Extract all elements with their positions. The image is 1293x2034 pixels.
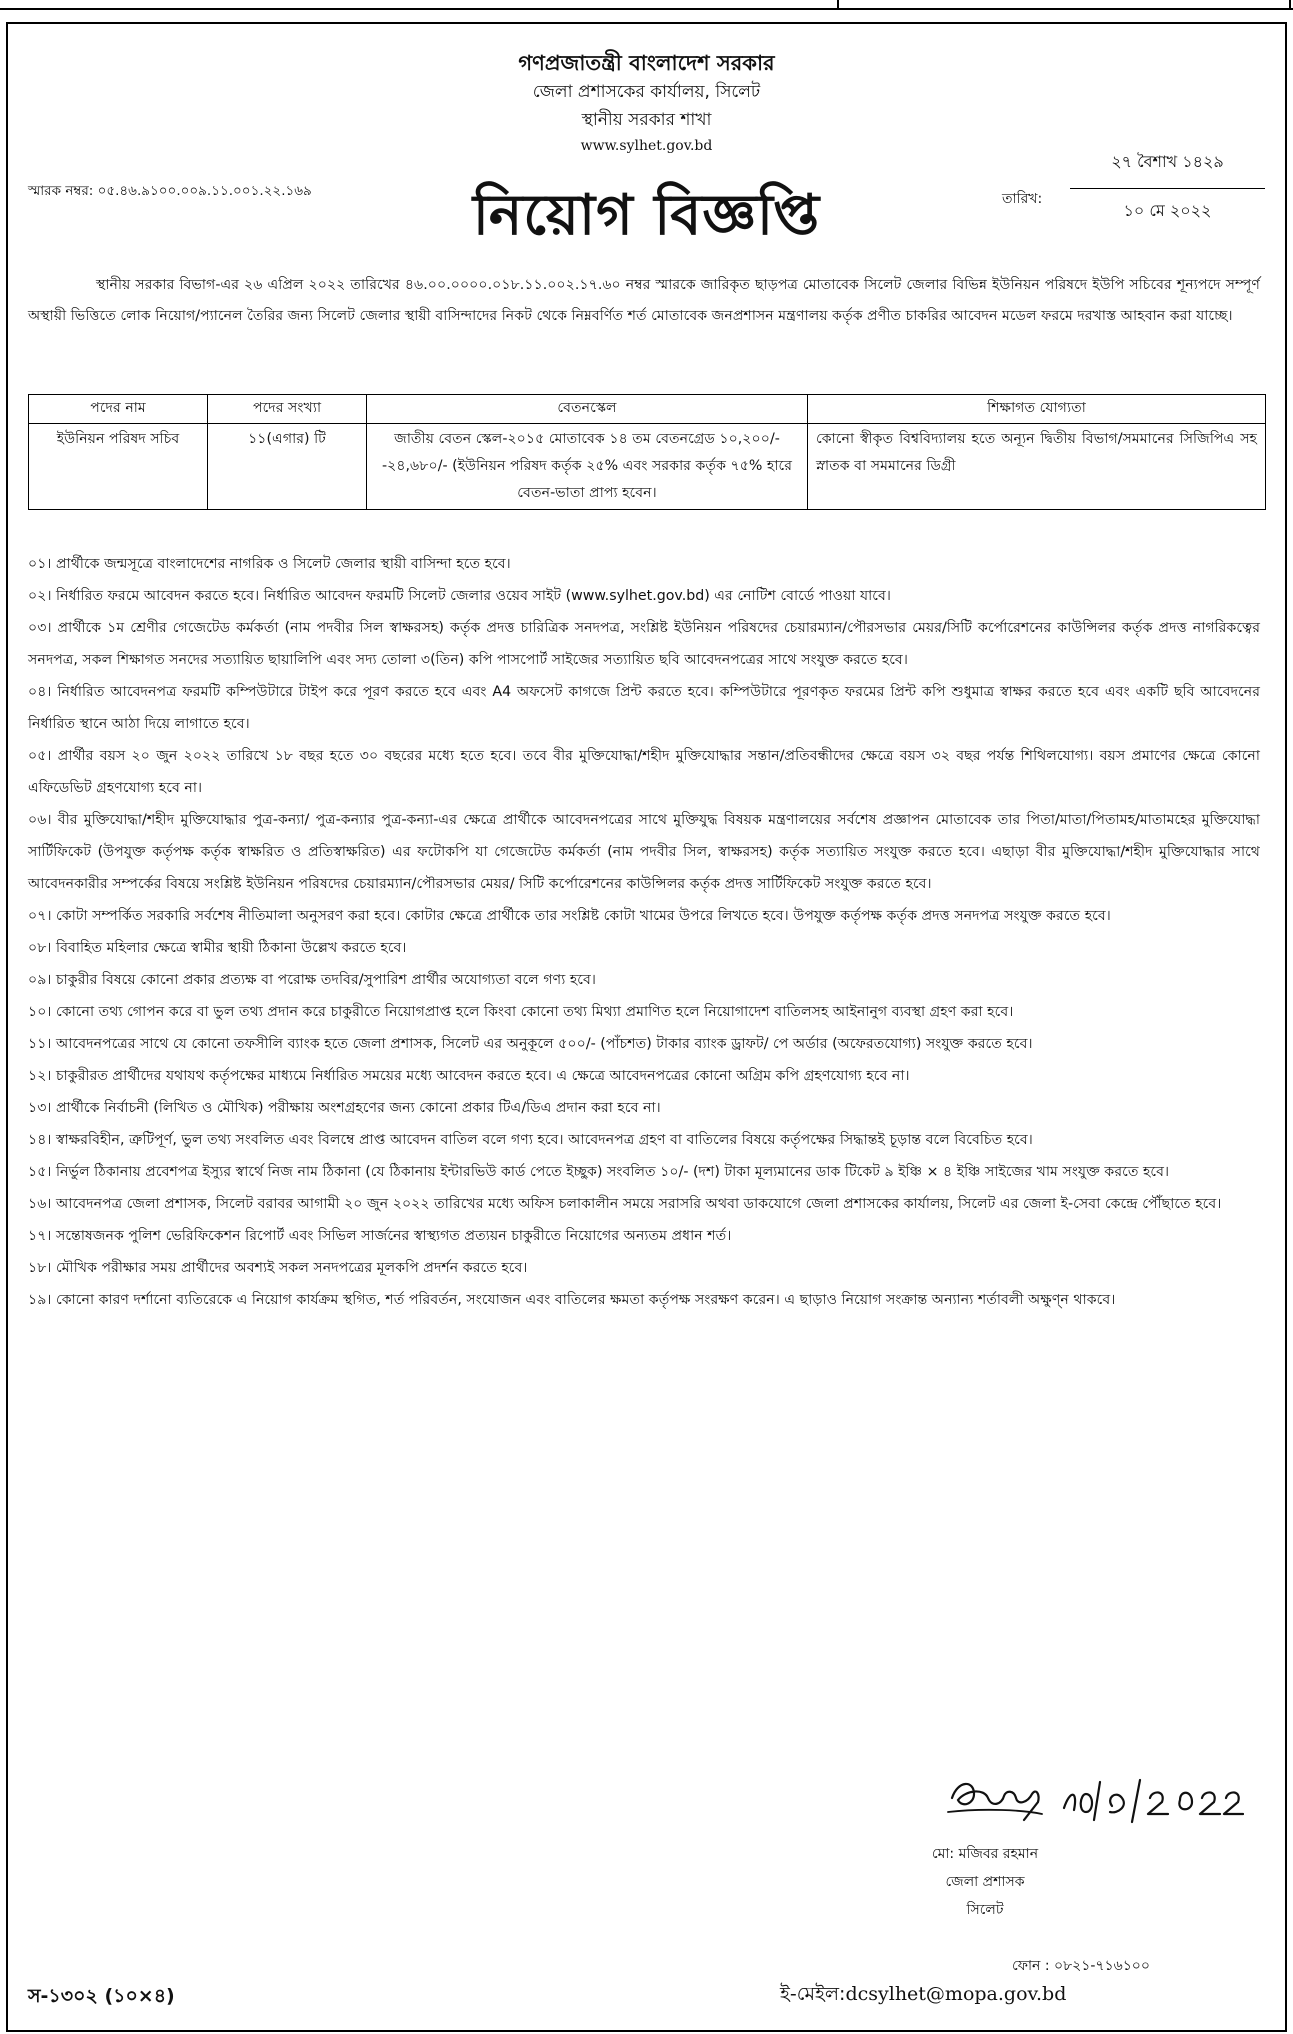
term-item: ১১। আবেদনপত্রের সাথে যে কোনো তফসীলি ব্যাংক হতে জেলা প্রশাসক, সিলেট এর অনুকূলে ৫০০/- (পাঁচশত) টাকার ব্যাংক ড্রাফট/ পে অর্ডার (অফেরতযোগ্য) সংযুক্ত করতে হবে। <box>28 1036 1033 1052</box>
email-label: ই-মেইল: <box>780 1983 846 2005</box>
term-item: ১৮। মৌখিক পরীক্ষার সময় প্রার্থীদের অবশ্যই সকল সনদপত্রের মূলকপি প্রদর্শন করতে হবে। <box>28 1260 528 1276</box>
memo-number: স্মারক নম্বর: ০৫.৪৬.৯১০০.০০৯.১১.০০১.২২.১৬৯ <box>28 183 312 199</box>
header-pay-scale: বেতনস্কেল <box>367 395 808 424</box>
cell-post-name: ইউনিয়ন পরিষদ সচিব <box>29 424 208 510</box>
top-bar <box>837 0 839 9</box>
top-tick <box>1289 0 1291 10</box>
term-item: ১২। চাকুরীরত প্রার্থীদের যথাযথ কর্তৃপক্ষের মাধ্যমে নির্ধারিত সময়ের মধ্যে আবেদন করতে হবে। এ ক্ষেত্রে আবেদনপত্রের কোনো অগ্রিম কপি গ্রহণযোগ্য হবে না। <box>28 1068 910 1084</box>
government-name: গণপ্রজাতন্ত্রী বাংলাদেশ সরকার <box>518 51 775 75</box>
term-item: ১৩। প্রার্থীকে নির্বাচনী (লিখিত ও মৌখিক) পরীক্ষায় অংশগ্রহণের জন্য কোনো প্রকার টিএ/ডিএ প্রদান করা হবে না। <box>28 1100 661 1116</box>
term-item: ০৫। প্রার্থীর বয়স ২০ জুন ২০২২ তারিখে ১৮ বছর হতে ৩০ বছরের মধ্যে হতে হবে। তবে বীর মুক্তিযোদ্ধা/শহীদ মুক্তিযোদ্ধার সন্তান/প্রতিবন্ধীদের ক্ষেত্রে বয়স ৩২ বছর পর্যন্ত শিথিলযোগ্য। বয়স প্রমাণের ক্ষেত্রে কোনো এফিডেভিট গ্রহণযোগ্য হবে না। <box>28 748 1260 796</box>
signatory-place: সিলেট <box>966 1902 1004 1918</box>
signatory-name: মো: মজিবর রহমান <box>931 1846 1039 1862</box>
table-header-row <box>29 395 1266 424</box>
table-row <box>29 424 1266 510</box>
term-item: ০১। প্রার্থীকে জন্মসূত্রে বাংলাদেশের নাগরিক ও সিলেট জেলার স্থায়ী বাসিন্দা হতে হবে। <box>28 556 511 572</box>
cell-pay-scale: জাতীয় বেতন স্কেল-২০১৫ মোতাবেক ১৪ তম বেতনগ্রেড ১০,২০০/--২৪,৬৮০/- (ইউনিয়ন পরিষদ কর্তৃক ২৫% এবং সরকার কর্তৃক ৭৫% হারে বেতন-ভাতা প্রাপ্য হবেন। <box>367 424 808 510</box>
terms-list <box>28 548 1260 1316</box>
cell-qualification: কোনো স্বীকৃত বিশ্ববিদ্যালয় হতে অন্যূন দ্বিতীয় বিভাগ/সমমানের সিজিপিএ সহ স্নাতক বা সমমানের ডিগ্রী <box>808 424 1266 510</box>
term-item: ১৬। আবেদনপত্র জেলা প্রশাসক, সিলেট বরাবর আগামী ২০ জুন ২০২২ তারিখের মধ্যে অফিস চলাকালীন সময়ে সরাসরি অথবা ডাকযোগে জেলা প্রশাসকের কার্যালয়, সিলেট এর জেলা ই-সেবা কেন্দ্রে পৌঁছাতে হবে। <box>28 1196 1222 1212</box>
letterhead <box>0 48 1293 158</box>
header-post-name: পদের নাম <box>29 395 208 424</box>
website: www.sylhet.gov.bd <box>580 138 713 154</box>
term-item: ০৪। নির্ধারিত আবেদনপত্র ফরমটি কম্পিউটারে টাইপ করে পূরণ করতে হবে এবং A4 অফসেট কাগজে প্রিন্ট করতে হবে। কম্পিউটারে পূরণকৃত ফরমের প্রিন্ট কপি শুধুমাত্র স্বাক্ষর করতে হবে এবং একটি ছবি আবেদনের নির্ধারিত স্থানে আঠা দিয়ে লাগাতে হবে। <box>28 684 1260 732</box>
post-table <box>28 394 1266 510</box>
term-item: ১৪। স্বাক্ষরবিহীন, ত্রুটিপূর্ণ, ভুল তথ্য সংবলিত এবং বিলম্বে প্রাপ্ত আবেদন বাতিল বলে গণ্য হবে। আবেদনপত্র গ্রহণ বা বাতিলের বিষয়ে কর্তৃপক্ষের সিদ্ধান্তই চূড়ান্ত বলে বিবেচিত হবে। <box>28 1132 1033 1148</box>
header-qualification: শিক্ষাগত যোগ্যতা <box>808 395 1266 424</box>
email-address[interactable]: dcsylhet@mopa.gov.bd <box>845 1983 1067 2005</box>
notice-title: নিয়োগ বিজ্ঞপ্তি <box>472 183 821 248</box>
term-item: ০৩। প্রার্থীকে ১ম শ্রেণীর গেজেটেড কর্মকর্তা (নাম পদবীর সিল স্বাক্ষরসহ) কর্তৃক প্রদত্ত চারিত্রিক সনদপত্র, সংশ্লিষ্ট ইউনিয়ন পরিষদের চেয়ারম্যান/পৌরসভার মেয়র/সিটি কর্পোরেশনের কাউন্সিলর কর্তৃক প্রদত্ত নাগরিকত্বের সনদপত্র, সকল শিক্ষাগত সনদের সত্যায়িত ছায়ালিপি এবং সদ্য তোলা ৩(তিন) কপি পাসপোর্ট সাইজের সত্যায়িত ছবি আবেদনপত্রের সাথে সংযুক্ত করতে হবে। <box>28 620 1260 668</box>
header-post-count: পদের সংখ্যা <box>208 395 367 424</box>
term-item: ০৯। চাকুরীর বিষয়ে কোনো প্রকার প্রত্যক্ষ বা পরোক্ষ তদবির/সুপারিশ প্রার্থীর অযোগ্যতা বলে গণ্য হবে। <box>28 972 596 988</box>
term-item: ১৯। কোনো কারণ দর্শানো ব্যতিরেকে এ নিয়োগ কার্যক্রম স্থগিত, শর্ত পরিবর্তন, সংযোজন এবং বাতিলের ক্ষমতা কর্তৃপক্ষ সংরক্ষণ করেন। এ ছাড়াও নিয়োগ সংক্রান্ত অন্যান্য শর্তাবলী অক্ষুণ্ন থাকবে। <box>28 1292 1116 1308</box>
term-item: ০৮। বিবাহিত মহিলার ক্ষেত্রে স্বামীর স্থায়ী ঠিকানা উল্লেখ করতে হবে। <box>28 940 407 956</box>
date-english: ১০ মে ২০২২ <box>1123 201 1212 220</box>
term-item: ০৭। কোটা সম্পর্কিত সরকারি সর্বশেষ নীতিমালা অনুসরণ করা হবে। কোটার ক্ষেত্রে প্রার্থীকে তার সংশ্লিষ্ট কোটা খামের উপরে লিখতে হবে। উপযুক্ত কর্তৃপক্ষ কর্তৃক প্রদত্ত সনদপত্র সংযুক্ত করতে হবে। <box>28 908 1111 924</box>
office-name: জেলা প্রশাসকের কার্যালয়, সিলেট <box>532 82 761 102</box>
term-item: ০৬। বীর মুক্তিযোদ্ধা/শহীদ মুক্তিযোদ্ধার পুত্র-কন্যা/ পুত্র-কন্যার পুত্র-কন্যা-এর ক্ষেত্রে প্রার্থীকে আবেদনপত্রের সাথে মুক্তিযুদ্ধ বিষয়ক মন্ত্রণালয়ের সর্বশেষ প্রজ্ঞাপন মোতাবেক তার পিতা/মাতা/পিতামহ/মাতামহের মুক্তিযোদ্ধা সার্টিফিকেট (উপযুক্ত কর্তৃপক্ষ কর্তৃক স্বাক্ষরিত ও প্রতিস্বাক্ষরিত) এর ফটোকপি যা গেজেটেড কর্মকর্তা (নাম পদবীর সিল, স্বাক্ষরসহ) কর্তৃক সত্যায়িত সংযুক্ত করতে হবে। এছাড়া বীর মুক্তিযোদ্ধা/শহীদ মুক্তিযোদ্ধার সাথে আবেদনকারীর সম্পর্কের বিষয়ে সংশ্লিষ্ট ইউনিয়ন পরিষদের চেয়ারম্যান/পৌরসভার মেয়র/ সিটি কর্পোরেশনের কাউন্সিলর কর্তৃক প্রদত্ত সার্টিফিকেট সংযুক্ত করতে হবে। <box>28 812 1260 892</box>
phone-number: ফোন : ০৮২১-৭১৬১০০ <box>1012 1958 1150 1974</box>
date-label: তারিখ: <box>1002 191 1043 207</box>
footer-code: স-১৩০২ (১০×৪) <box>28 1985 175 2007</box>
term-item: ১৫। নির্ভুল ঠিকানায় প্রবেশপত্র ইস্যুর স্বার্থে নিজ নাম ঠিকানা (যে ঠিকানায় ইন্টারভিউ কার্ড পেতে ইচ্ছুক) সংবলিত ১০/- (দশ) টাকা মূল্যমানের ডাক টিকেট ৯ ইঞ্চি × ৪ ইঞ্চি সাইজের খাম সংযুক্ত করতে হবে। <box>28 1164 1170 1180</box>
email-line <box>780 1980 1066 2012</box>
term-item: ১০। কোনো তথ্য গোপন করে বা ভুল তথ্য প্রদান করে চাকুরীতে নিয়োগপ্রাপ্ত হলে কিংবা কোনো তথ্য মিথ্যা প্রমাণিত হলে নিয়োগাদেশ বাতিলসহ আইনানুগ ব্যবস্থা গ্রহণ করা হবে। <box>28 1004 1014 1020</box>
top-rule <box>0 8 1293 10</box>
signatory-block <box>860 1840 1110 1924</box>
intro-paragraph: স্থানীয় সরকার বিভাগ-এর ২৬ এপ্রিল ২০২২ তারিখের ৪৬.০০.০০০০.০১৮.১১.০০২.১৭.৬০ নম্বর স্মারকে জারিকৃত ছাড়পত্র মোতাবেক সিলেট জেলার বিভিন্ন ইউনিয়ন পরিষদে ইউপি সচিবের শূন্যপদে সম্পূর্ণ অস্থায়ী ভিত্তিতে লোক নিয়োগ/প্যানেল তৈরির জন্য সিলেট জেলার স্থায়ী বাসিন্দাদের নিকট থেকে নিম্নবর্ণিত শর্ত মোতাবেক জনপ্রশাসন মন্ত্রণালয় কর্তৃক প্রণীত চাকরির আবেদন মডেল ফরমে দরখাস্ত আহবান করা যাচ্ছে। <box>28 277 1260 324</box>
term-item: ১৭। সন্তোষজনক পুলিশ ভেরিফিকেশন রিপোর্ট এবং সিভিল সার্জনের স্বাস্থ্যগত প্রত্যয়ন চাকুরীতে নিয়োগের অন্যতম প্রধান শর্ত। <box>28 1228 732 1244</box>
date-bangla: ২৭ বৈশাখ ১৪২৯ <box>1111 152 1224 171</box>
handwritten-signature <box>944 1768 1244 1832</box>
cell-post-count: ১১(এগার) টি <box>208 424 367 510</box>
branch-name: স্থানীয় সরকার শাখা <box>581 110 712 130</box>
term-item: ০২। নির্ধারিত ফরমে আবেদন করতে হবে। নির্ধারিত আবেদন ফরমটি সিলেট জেলার ওয়েব সাইট (www.sylhet.gov.bd) এর নোটিশ বোর্ডে পাওয়া যাবে। <box>28 588 891 604</box>
signatory-designation: জেলা প্রশাসক <box>945 1874 1025 1890</box>
